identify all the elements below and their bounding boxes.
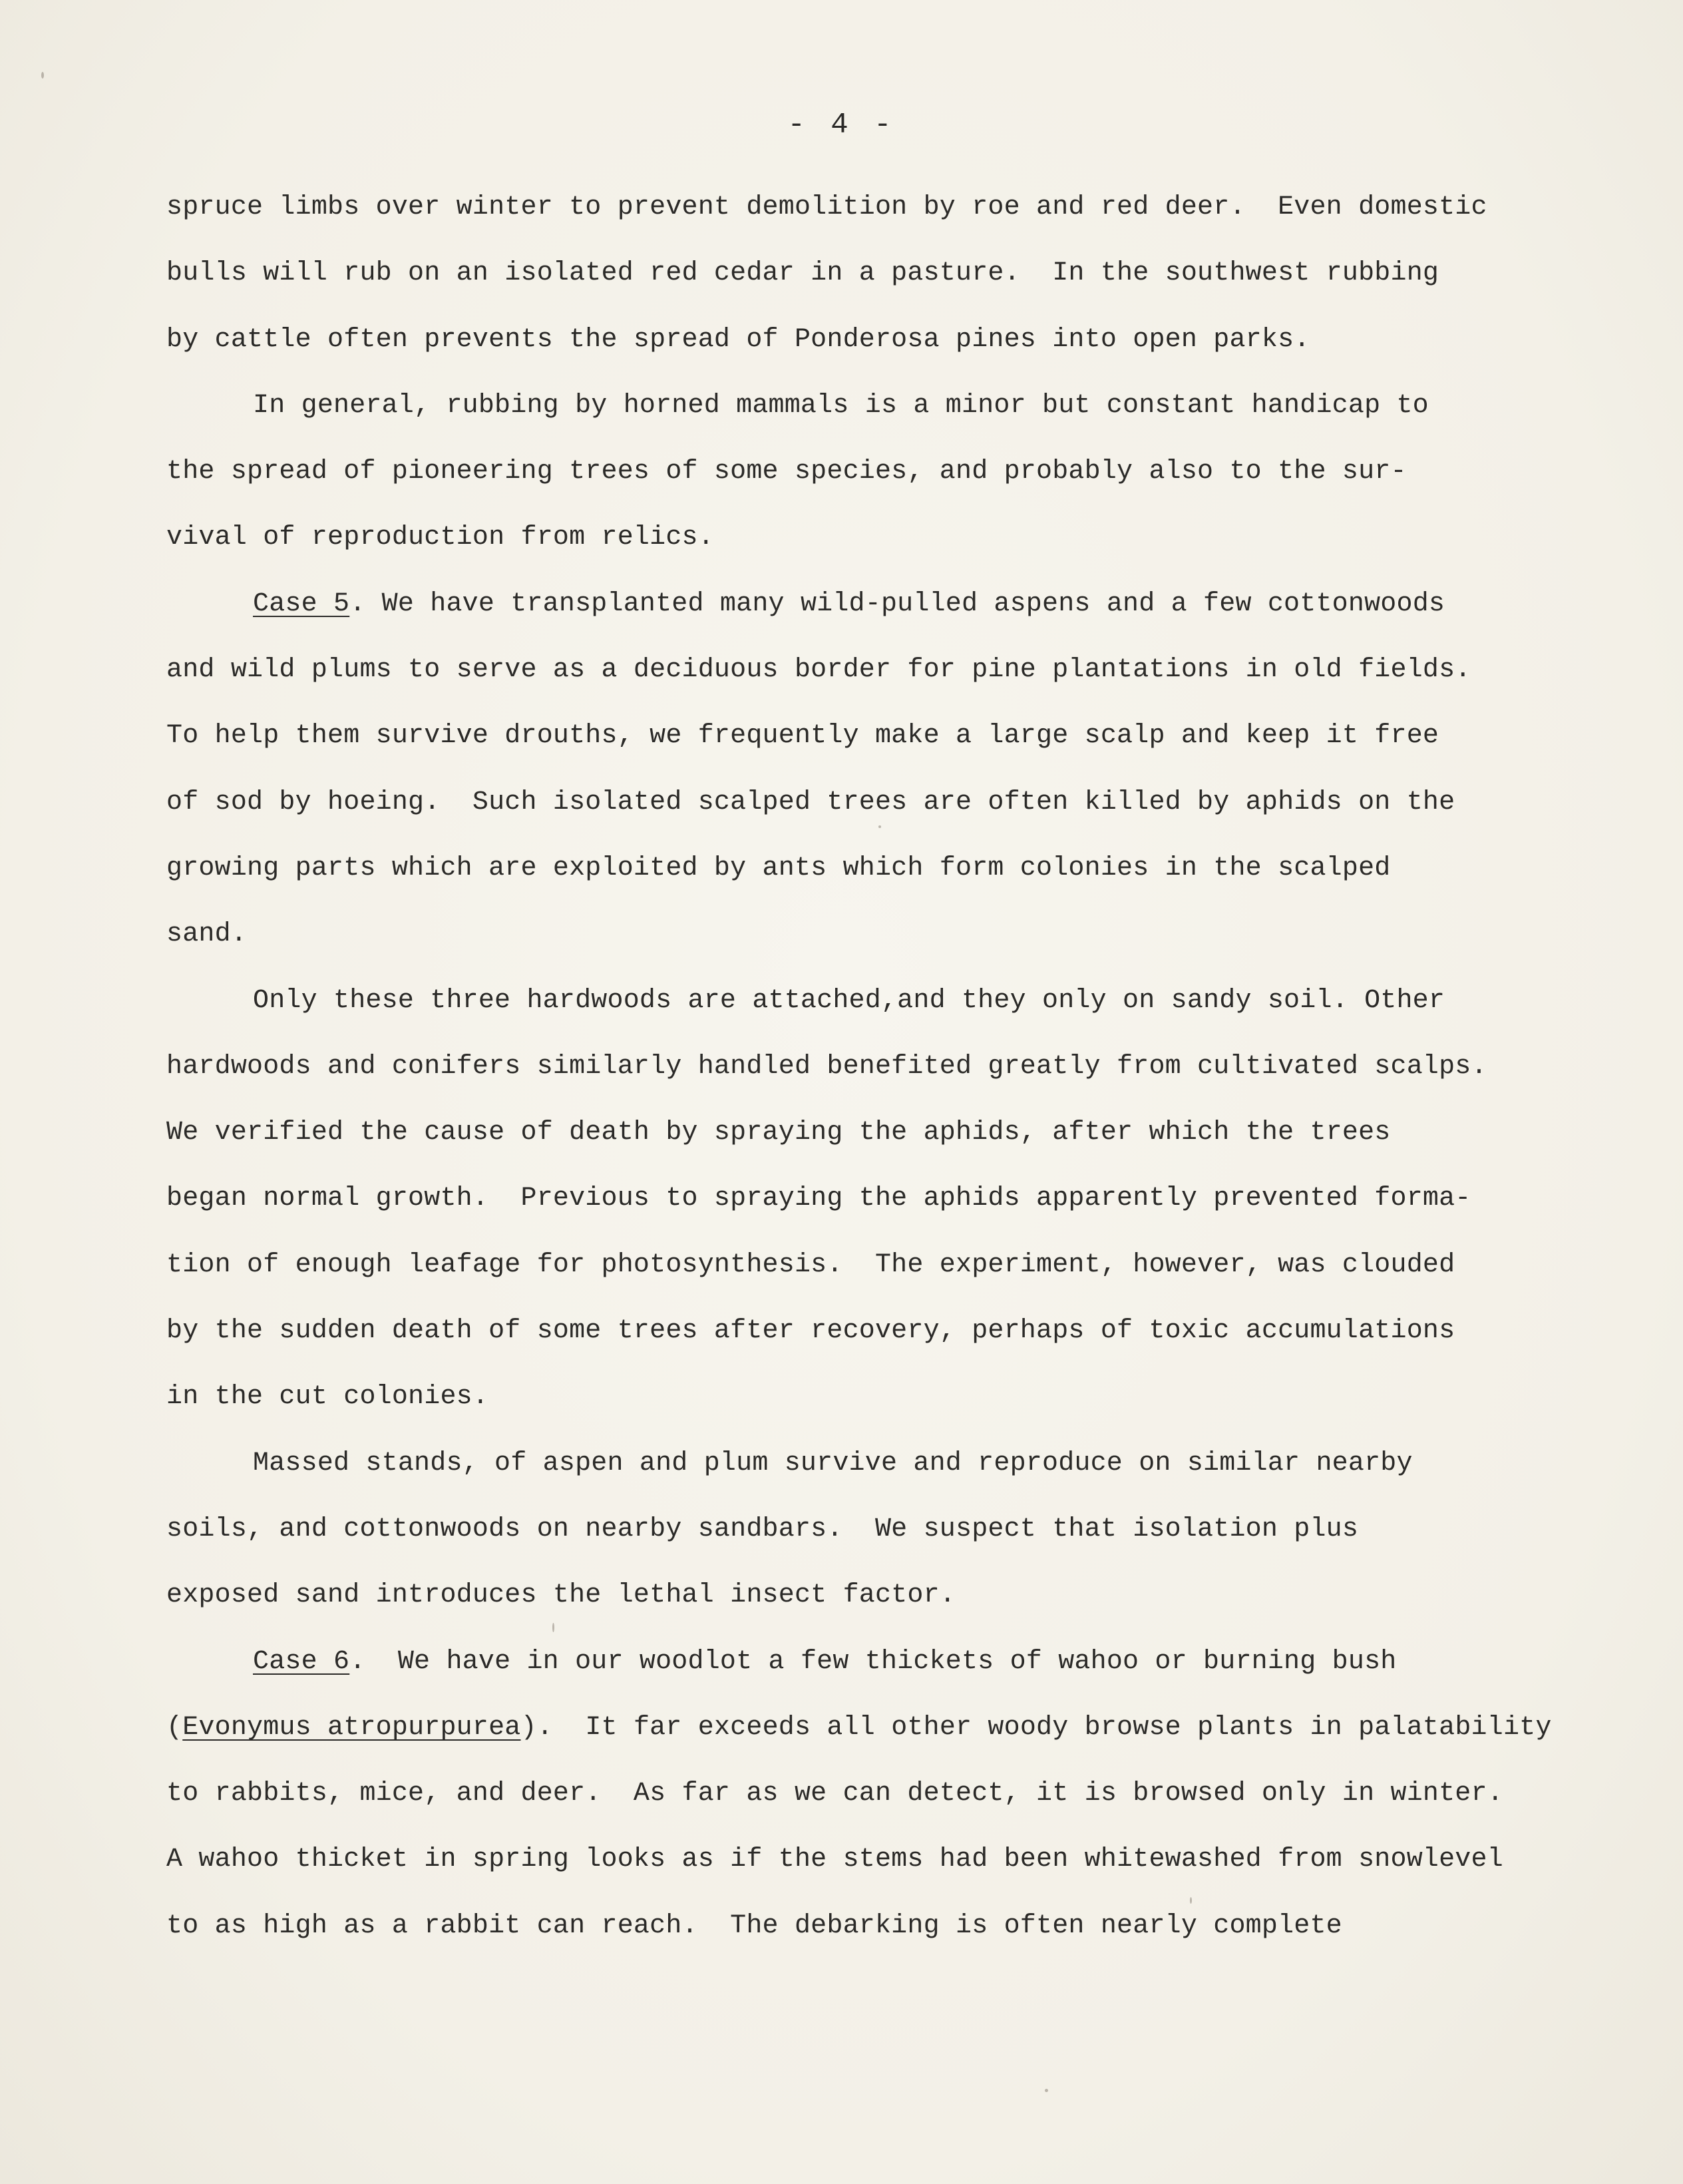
text-line-case-5-heading: Case 5. We have transplanted many wild-pulled aspens and a few cottonwoods xyxy=(253,588,1445,619)
text-line: soils, and cottonwoods on nearby sandbars. We suspect that isolation plus xyxy=(166,1514,1359,1544)
text-line: To help them survive drouths, we frequently make a large scalp and keep it free xyxy=(166,721,1439,752)
text-line: growing parts which are exploited by ants which form colonies in the scalped xyxy=(166,853,1391,883)
case-5-label: Case 5 xyxy=(253,588,350,619)
paper-speck xyxy=(1190,1897,1192,1904)
text-line: the spread of pioneering trees of some species, and probably also to the sur- xyxy=(166,457,1407,487)
text-line: sand. xyxy=(166,919,248,950)
text-line: of sod by hoeing. Such isolated scalped trees are often killed by aphids on the xyxy=(166,787,1455,817)
text-line-case-6-heading: Case 6. We have in our woodlot a few thickets of wahoo or burning bush xyxy=(253,1646,1397,1677)
text-line: to rabbits, mice, and deer. As far as we can detect, it is browsed only in winter. xyxy=(166,1779,1503,1809)
text-line: by cattle often prevents the spread of Ponderosa pines into open parks. xyxy=(166,324,1310,355)
text-line: to as high as a rabbit can reach. The debarking is often nearly complete xyxy=(166,1910,1342,1941)
paper-speck xyxy=(878,825,881,828)
text-line: in the cut colonies. xyxy=(166,1382,489,1413)
text-line: by the sudden death of some trees after recovery, perhaps of toxic accumulations xyxy=(166,1316,1455,1347)
text-line: exposed sand introduces the lethal insect factor. xyxy=(166,1580,956,1611)
text-line: We verified the cause of death by spraying the aphids, after which the trees xyxy=(166,1118,1391,1148)
text-line: Massed stands, of aspen and plum survive and reproduce on similar nearby xyxy=(253,1448,1413,1478)
text-line: tion of enough leafage for photosynthesis. The experiment, however, was clouded xyxy=(166,1249,1455,1280)
text-line: vival of reproduction from relics. xyxy=(166,523,714,553)
body-text xyxy=(166,174,1590,1959)
text-line: A wahoo thicket in spring looks as if the stems had been whitewashed from snowlevel xyxy=(166,1845,1503,1875)
text-line-species-name: (Evonymus atropurpurea). It far exceeds all other woody browse plants in palatability xyxy=(166,1712,1552,1743)
paper-speck xyxy=(552,1623,554,1632)
species-name: Evonymus atropurpurea xyxy=(182,1712,521,1743)
paper-speck xyxy=(1045,2089,1048,2092)
text-line: hardwoods and conifers similarly handled benefited greatly from cultivated scalps. xyxy=(166,1051,1487,1082)
text-line: In general, rubbing by horned mammals is a minor but constant handicap to xyxy=(253,390,1429,421)
paper-speck xyxy=(41,72,44,79)
case-6-label: Case 6 xyxy=(253,1646,350,1677)
text-line: and wild plums to serve as a deciduous border for pine plantations in old fields. xyxy=(166,655,1471,686)
text-line: began normal growth. Previous to spraying the aphids apparently prevented forma- xyxy=(166,1184,1471,1214)
text-line: bulls will rub on an isolated red cedar in a pasture. In the southwest rubbing xyxy=(166,258,1439,289)
page-number: - 4 - xyxy=(787,109,896,142)
text-line: Only these three hardwoods are attached,and they only on sandy soil. Other xyxy=(253,985,1445,1016)
text-line: spruce limbs over winter to prevent demolition by roe and red deer. Even domestic xyxy=(166,192,1487,222)
